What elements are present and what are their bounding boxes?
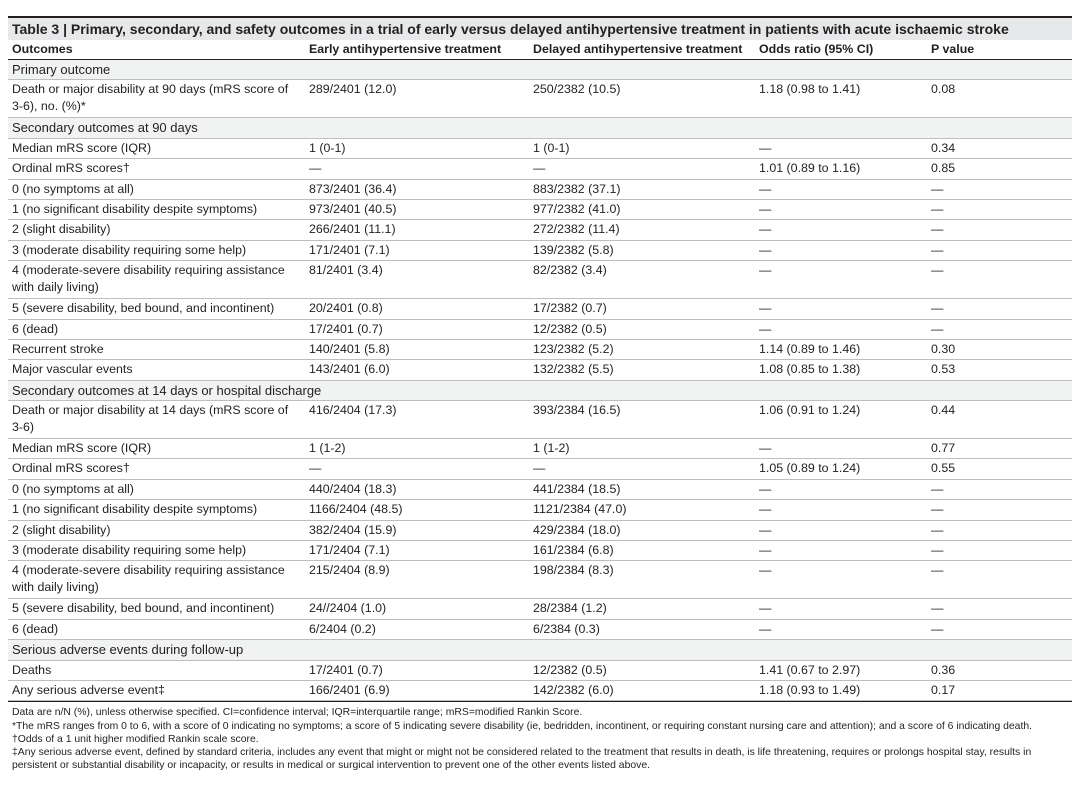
odds-ratio-cell: — xyxy=(755,179,927,199)
p-value-cell: 0.30 xyxy=(927,339,1072,359)
table-row xyxy=(8,680,1072,700)
early-cell: 382/2404 (15.9) xyxy=(305,520,529,540)
early-cell: — xyxy=(305,159,529,179)
outcome-cell: Major vascular events xyxy=(8,360,305,380)
header-early: Early antihypertensive treatment xyxy=(305,40,529,60)
p-value-cell: — xyxy=(927,619,1072,639)
odds-ratio-cell: — xyxy=(755,199,927,219)
early-cell: 6/2404 (0.2) xyxy=(305,619,529,639)
outcome-cell: 6 (dead) xyxy=(8,319,305,339)
outcome-cell: 4 (moderate-severe disability requiring assistance with daily living) xyxy=(8,261,305,299)
section-label: Secondary outcomes at 14 days or hospital discharge xyxy=(8,380,1072,400)
odds-ratio-cell: 1.05 (0.89 to 1.24) xyxy=(755,459,927,479)
delayed-cell: 429/2384 (18.0) xyxy=(529,520,755,540)
table-row xyxy=(8,541,1072,561)
odds-ratio-cell: — xyxy=(755,261,927,299)
table-row xyxy=(8,459,1072,479)
header-outcomes: Outcomes xyxy=(8,40,305,60)
delayed-cell: 883/2382 (37.1) xyxy=(529,179,755,199)
header-odds-ratio: Odds ratio (95% CI) xyxy=(755,40,927,60)
odds-ratio-cell: 1.01 (0.89 to 1.16) xyxy=(755,159,927,179)
outcome-cell: 4 (moderate-severe disability requiring assistance with daily living) xyxy=(8,561,305,599)
early-cell: — xyxy=(305,459,529,479)
delayed-cell: 1 (1-2) xyxy=(529,439,755,459)
outcome-cell: Median mRS score (IQR) xyxy=(8,138,305,158)
outcome-cell: 5 (severe disability, bed bound, and incontinent) xyxy=(8,299,305,319)
odds-ratio-cell: — xyxy=(755,319,927,339)
early-cell: 973/2401 (40.5) xyxy=(305,199,529,219)
table-row xyxy=(8,360,1072,380)
odds-ratio-cell: — xyxy=(755,240,927,260)
delayed-cell: 139/2382 (5.8) xyxy=(529,240,755,260)
odds-ratio-cell: — xyxy=(755,299,927,319)
odds-ratio-cell: — xyxy=(755,138,927,158)
p-value-cell: 0.77 xyxy=(927,439,1072,459)
outcome-cell: Any serious adverse event‡ xyxy=(8,680,305,700)
outcome-cell: 5 (severe disability, bed bound, and incontinent) xyxy=(8,599,305,619)
section-label: Secondary outcomes at 90 days xyxy=(8,118,1072,138)
table-title: Table 3 | Primary, secondary, and safety outcomes in a trial of early versus delayed antihypertensive treatment in patients with acute ischaemic stroke xyxy=(8,16,1072,40)
footnote: Data are n/N (%), unless otherwise specified. CI=confidence interval; IQR=interquartile range; mRS=modified Rankin Score. xyxy=(12,707,583,719)
p-value-cell: 0.85 xyxy=(927,159,1072,179)
delayed-cell: 441/2384 (18.5) xyxy=(529,479,755,499)
odds-ratio-cell: — xyxy=(755,500,927,520)
outcome-cell: 6 (dead) xyxy=(8,619,305,639)
p-value-cell: 0.55 xyxy=(927,459,1072,479)
delayed-cell: 198/2384 (8.3) xyxy=(529,561,755,599)
header-delayed: Delayed antihypertensive treatment xyxy=(529,40,755,60)
delayed-cell: 17/2382 (0.7) xyxy=(529,299,755,319)
early-cell: 1 (1-2) xyxy=(305,439,529,459)
early-cell: 140/2401 (5.8) xyxy=(305,339,529,359)
outcome-cell: 1 (no significant disability despite symptoms) xyxy=(8,199,305,219)
odds-ratio-cell: 1.08 (0.85 to 1.38) xyxy=(755,360,927,380)
outcome-cell: Recurrent stroke xyxy=(8,339,305,359)
table-row xyxy=(8,220,1072,240)
outcome-cell: Death or major disability at 90 days (mRS score of 3-6), no. (%)* xyxy=(8,80,305,118)
table-body xyxy=(8,60,1072,701)
footnote: ‡Any serious adverse event, defined by standard criteria, includes any event that might or might not be considered related to the treatment that results in death, is life threatening, requires or prolongs hospital stay, results in persistent or substantial disability or incapacity, or results in medical or surgical intervention to prevent one of the other events listed above. xyxy=(12,746,1032,772)
outcome-cell: Median mRS score (IQR) xyxy=(8,439,305,459)
p-value-cell: 0.34 xyxy=(927,138,1072,158)
early-cell: 215/2404 (8.9) xyxy=(305,561,529,599)
delayed-cell: 393/2384 (16.5) xyxy=(529,401,755,439)
early-cell: 171/2404 (7.1) xyxy=(305,541,529,561)
odds-ratio-cell: — xyxy=(755,479,927,499)
table-row xyxy=(8,179,1072,199)
delayed-cell: 82/2382 (3.4) xyxy=(529,261,755,299)
delayed-cell: 12/2382 (0.5) xyxy=(529,660,755,680)
odds-ratio-cell: 1.18 (0.93 to 1.49) xyxy=(755,680,927,700)
footnote: †Odds of a 1 unit higher modified Rankin scale score. xyxy=(12,733,259,745)
p-value-cell: 0.36 xyxy=(927,660,1072,680)
early-cell: 266/2401 (11.1) xyxy=(305,220,529,240)
delayed-cell: 132/2382 (5.5) xyxy=(529,360,755,380)
p-value-cell: — xyxy=(927,541,1072,561)
outcome-cell: 0 (no symptoms at all) xyxy=(8,179,305,199)
outcome-cell: 3 (moderate disability requiring some help) xyxy=(8,541,305,561)
table-row xyxy=(8,240,1072,260)
early-cell: 289/2401 (12.0) xyxy=(305,80,529,118)
early-cell: 17/2401 (0.7) xyxy=(305,660,529,680)
p-value-cell: — xyxy=(927,179,1072,199)
odds-ratio-cell: 1.41 (0.67 to 2.97) xyxy=(755,660,927,680)
p-value-cell: — xyxy=(927,319,1072,339)
delayed-cell: 28/2384 (1.2) xyxy=(529,599,755,619)
table-row xyxy=(8,138,1072,158)
early-cell: 20/2401 (0.8) xyxy=(305,299,529,319)
outcome-cell: Ordinal mRS scores† xyxy=(8,159,305,179)
table-row xyxy=(8,80,1072,118)
early-cell: 171/2401 (7.1) xyxy=(305,240,529,260)
table-row xyxy=(8,660,1072,680)
header-row xyxy=(8,40,1072,60)
outcomes-table xyxy=(8,40,1072,701)
header-p-value: P value xyxy=(927,40,1072,60)
odds-ratio-cell: — xyxy=(755,439,927,459)
odds-ratio-cell: — xyxy=(755,520,927,540)
odds-ratio-cell: — xyxy=(755,619,927,639)
early-cell: 17/2401 (0.7) xyxy=(305,319,529,339)
p-value-cell: 0.17 xyxy=(927,680,1072,700)
outcome-cell: Deaths xyxy=(8,660,305,680)
outcome-cell: Ordinal mRS scores† xyxy=(8,459,305,479)
table-row xyxy=(8,599,1072,619)
section-label: Primary outcome xyxy=(8,60,1072,80)
table-row xyxy=(8,479,1072,499)
outcome-cell: 2 (slight disability) xyxy=(8,520,305,540)
delayed-cell: 1121/2384 (47.0) xyxy=(529,500,755,520)
section-row xyxy=(8,60,1072,80)
odds-ratio-cell: — xyxy=(755,541,927,561)
early-cell: 1 (0-1) xyxy=(305,138,529,158)
delayed-cell: 161/2384 (6.8) xyxy=(529,541,755,561)
table-row xyxy=(8,261,1072,299)
table-footnotes xyxy=(8,701,1072,772)
section-row xyxy=(8,380,1072,400)
delayed-cell: 1 (0-1) xyxy=(529,138,755,158)
table-row xyxy=(8,339,1072,359)
p-value-cell: — xyxy=(927,240,1072,260)
table-row xyxy=(8,159,1072,179)
odds-ratio-cell: — xyxy=(755,599,927,619)
p-value-cell: 0.53 xyxy=(927,360,1072,380)
p-value-cell: 0.44 xyxy=(927,401,1072,439)
odds-ratio-cell: — xyxy=(755,561,927,599)
p-value-cell: — xyxy=(927,500,1072,520)
delayed-cell: — xyxy=(529,459,755,479)
table-row xyxy=(8,619,1072,639)
table-row xyxy=(8,401,1072,439)
footnote: *The mRS ranges from 0 to 6, with a score of 0 indicating no symptoms; a score of 5 indicating severe disability (ie, bedridden, incontinent, or requiring constant nursing care and attention); and a score of 6 indicating death. xyxy=(12,720,1032,732)
table-figure xyxy=(8,16,1072,772)
delayed-cell: 272/2382 (11.4) xyxy=(529,220,755,240)
p-value-cell: — xyxy=(927,520,1072,540)
early-cell: 1166/2404 (48.5) xyxy=(305,500,529,520)
delayed-cell: 250/2382 (10.5) xyxy=(529,80,755,118)
outcome-cell: Death or major disability at 14 days (mRS score of 3-6) xyxy=(8,401,305,439)
delayed-cell: 977/2382 (41.0) xyxy=(529,199,755,219)
p-value-cell: — xyxy=(927,599,1072,619)
delayed-cell: 6/2384 (0.3) xyxy=(529,619,755,639)
delayed-cell: — xyxy=(529,159,755,179)
early-cell: 416/2404 (17.3) xyxy=(305,401,529,439)
early-cell: 81/2401 (3.4) xyxy=(305,261,529,299)
section-row xyxy=(8,118,1072,138)
odds-ratio-cell: 1.06 (0.91 to 1.24) xyxy=(755,401,927,439)
table-row xyxy=(8,500,1072,520)
delayed-cell: 142/2382 (6.0) xyxy=(529,680,755,700)
outcome-cell: 0 (no symptoms at all) xyxy=(8,479,305,499)
p-value-cell: — xyxy=(927,299,1072,319)
early-cell: 143/2401 (6.0) xyxy=(305,360,529,380)
p-value-cell: — xyxy=(927,561,1072,599)
odds-ratio-cell: 1.18 (0.98 to 1.41) xyxy=(755,80,927,118)
p-value-cell: — xyxy=(927,261,1072,299)
table-row xyxy=(8,439,1072,459)
delayed-cell: 123/2382 (5.2) xyxy=(529,339,755,359)
table-row xyxy=(8,561,1072,599)
early-cell: 166/2401 (6.9) xyxy=(305,680,529,700)
p-value-cell: 0.08 xyxy=(927,80,1072,118)
early-cell: 24//2404 (1.0) xyxy=(305,599,529,619)
early-cell: 873/2401 (36.4) xyxy=(305,179,529,199)
outcome-cell: 3 (moderate disability requiring some help) xyxy=(8,240,305,260)
early-cell: 440/2404 (18.3) xyxy=(305,479,529,499)
table-row xyxy=(8,299,1072,319)
table-row xyxy=(8,319,1072,339)
p-value-cell: — xyxy=(927,199,1072,219)
p-value-cell: — xyxy=(927,220,1072,240)
odds-ratio-cell: — xyxy=(755,220,927,240)
section-label: Serious adverse events during follow-up xyxy=(8,640,1072,660)
outcome-cell: 2 (slight disability) xyxy=(8,220,305,240)
section-row xyxy=(8,640,1072,660)
outcome-cell: 1 (no significant disability despite symptoms) xyxy=(8,500,305,520)
p-value-cell: — xyxy=(927,479,1072,499)
table-row xyxy=(8,199,1072,219)
delayed-cell: 12/2382 (0.5) xyxy=(529,319,755,339)
table-row xyxy=(8,520,1072,540)
odds-ratio-cell: 1.14 (0.89 to 1.46) xyxy=(755,339,927,359)
